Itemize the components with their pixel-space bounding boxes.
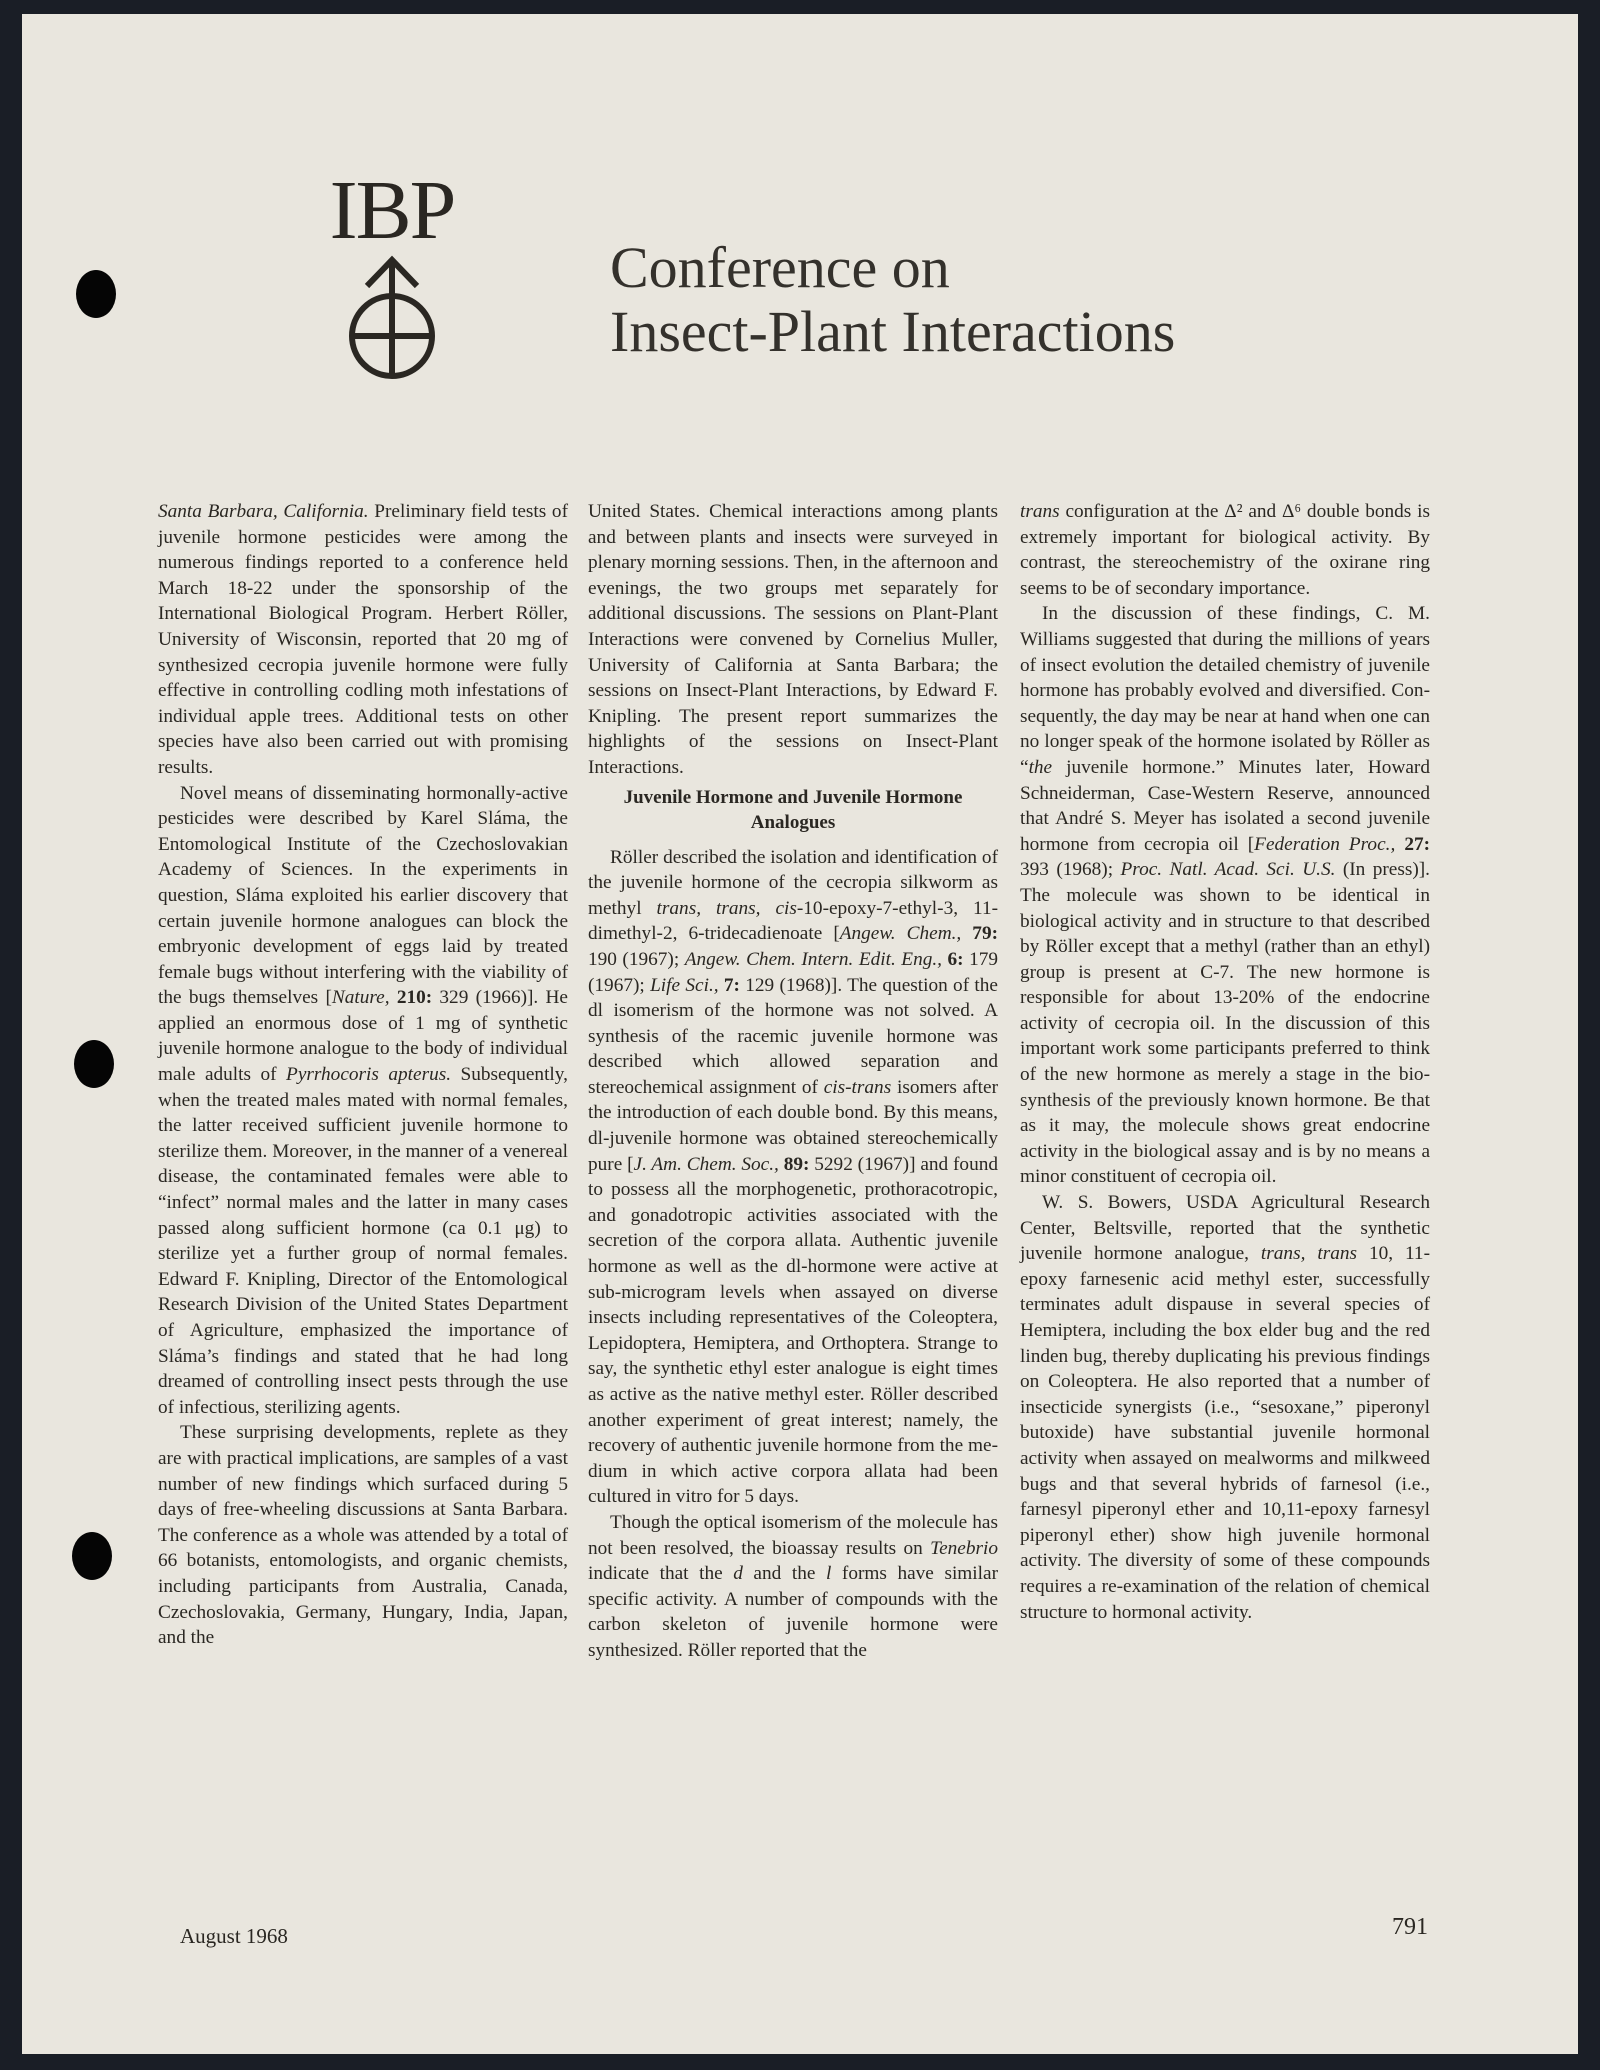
journal-page [22, 14, 1578, 2054]
text-run: Novel means of disseminating hormonally-active pesticides were described by Karel Sláma, the Entomological Institute of the Czechoslovakian Academy of Sciences. In the experiments in question, Sláma exploited his earlier discovery that certain juvenile hormone analogues can block the embryonic development of eggs laid by treated female bugs without interfering with the viability of the bugs themselves [ [158, 782, 568, 1009]
text-run: 5292 (1967)] and found to possess all the morphogenetic, prothoracotropic, and gonadotropic activities associated with the secretion of the corpora allata. Authentic juvenile hormone as well as the dl-hormone were active at sub-microgram levels when assayed on diverse insects including representatives of the Coleoptera, Lepidoptera, Hemiptera, and Orthoptera. Strange to say, the synthetic ethyl ester analogue is eight times as active as the native methyl ester. Röller described another experiment of great interest; namely, the recovery of authentic juvenile hormone from the medium in which active corpora allata had been cultured in vitro for 5 days. [588, 1153, 998, 1508]
text-run: 393 (1968); [1020, 859, 1121, 881]
text-run: Life Sci., [650, 974, 719, 996]
text-run: Santa Barbara, California. [158, 501, 369, 522]
article-title [610, 236, 1330, 364]
text-run [1395, 834, 1404, 855]
text-run: 329 (1966)]. He applied an enormous dose of 1 mg of synthetic juvenile hormone analogue to the body of individual male adults of [158, 987, 568, 1086]
paragraph [588, 499, 998, 781]
text-run: trans, trans, cis [656, 897, 797, 919]
text-run: W. S. Bowers, USDA Agricultural Research Center, Beltsville, reported that the synthetic juvenile hormone analogue, [1020, 1192, 1430, 1265]
paragraph [158, 1420, 568, 1650]
text-run: -10-epoxy-7-ethyl-3, 11-dimethyl-2, 6-tridecadienoate [ [588, 897, 999, 945]
column-1 [158, 499, 568, 1651]
ibp-logo-text: IBP [329, 164, 455, 257]
text-run: forms have similar specific activity. A number of compounds with the carbon skeleton of juvenile hormone were synthesized. Röller reported that the [588, 1563, 998, 1661]
paragraph [158, 781, 568, 1421]
section-heading: Juvenile Hormone and Juvenile Hormone Analogues [623, 786, 963, 833]
text-run: 79: [972, 923, 998, 945]
text-run: 10, 11-epoxy farnesenic acid methyl ester, successfully terminates adult dispause in several species of Hemiptera, including the box elder bug and the red linden bug, thereby duplicating his previous findings on Coleoptera. He also reported that a number of insecticide synergists (i.e., “sesoxane,” piperonyl butoxide) have substantial juvenile hormonal activity when assayed on mealworms and milkweed bugs and that several hybrids of farnesol (i.e., farnesyl piperonyl ether and 10,11-epoxy farnesyl piperonyl ether) show high juvenile hormonal activity. The diversity of some of these compounds requires a re-examination of the relation of chemical structure to hormonal activity. [1020, 1243, 1430, 1623]
text-run: 7: [723, 974, 740, 996]
text-run: J. Am. Chem. Soc., [633, 1153, 779, 1175]
binder-hole-middle [74, 1040, 114, 1088]
text-run: and the [742, 1563, 826, 1585]
text-run: Proc. Natl. Acad. Sci. U.S. [1120, 859, 1336, 881]
text-run: 210: [396, 987, 433, 1009]
text-run [961, 923, 972, 944]
text-run: cis-trans [823, 1076, 892, 1098]
text-run: juvenile hormone.” Minutes later, Howard Schneiderman, Case-Western Reserve, announced that André S. Meyer has isolated a second juvenile hormone from cecropia oil [ [1020, 756, 1430, 855]
text-run: Angew. Chem. Intern. Edit. Eng., [684, 948, 942, 970]
paragraph [1020, 499, 1430, 601]
page-number: 791 [1392, 1914, 1428, 1940]
text-run: 179 (1967); [588, 948, 999, 996]
text-run: Subsequently, when the treated males mated with normal females, the latter received sufficient juvenile hormone to sterilize them. Moreover, in the manner of a venereal disease, the contaminated females were able to “infect” normal males and the latter in many cases passed along sufficient hormone (ca 0.1 μg) to sterilize yet a further group of normal females. Edward F. Knipling, Director of the Entomological Research Division of the United States Department of Agriculture, emphasized the importance of Sláma’s findings and stated that he had long dreamed of controlling insect pests through the use of infectious, sterilizing agents. [158, 1064, 568, 1418]
text-run: 27: [1404, 833, 1431, 855]
paragraph [1020, 1190, 1430, 1625]
paragraph [1020, 601, 1430, 1190]
text-run: Röller described the isolation and identification of the juvenile hormone of the cecropia silkworm as methyl [588, 846, 998, 919]
text-run: Though the optical isomerism of the molecule has not been resolved, the bioassay results on [588, 1511, 998, 1559]
text-run: United States. Chemical interactions among plants and between plants and insects were surveyed in plenary morning sessions. Then, in the afternoon and evenings, the two groups met separately for additional discussions. The sessions on Plant-Plant Interactions were convened by Cornelius Muller, University of California at Santa Barbara; the sessions on Insect-Plant Interactions, by Edward F. Knipling. The present report summarizes the highlights of the sessions on Insect-Plant Interactions. [588, 501, 998, 778]
binder-hole-bottom [72, 1532, 112, 1580]
text-run: Angew. Chem., [839, 923, 962, 945]
binder-hole-top [76, 270, 116, 318]
text-run: indicate that the [588, 1563, 734, 1585]
title-line-2: Insect-Plant Interactions [610, 299, 1176, 364]
text-run: Federation Proc., [1254, 833, 1396, 855]
text-run: 89: [783, 1153, 810, 1175]
text-run: Tenebrio [930, 1537, 998, 1559]
column-3 [1020, 499, 1430, 1625]
column-2 [588, 499, 998, 1664]
issue-date: August 1968 [180, 1924, 288, 1948]
text-run: (In press)]. The molecule was shown to be identical in biological activity and in structure to that described by Röller except that a methyl (rather than an ethyl) group is present at C-7. The new hormone is responsible for about 13-20% of the endocrine activity of cecropia oil. In the discussion of this important work some participants preferred to think of the new hormone as merely a stage in the biosynthesis of the previously known hormone. Be that as it may, the molecule shows great endocrine activity in the biological assay and is by no means a minor constituent of cecropia oil. [1020, 859, 1431, 1188]
text-run: trans [1020, 501, 1060, 522]
text-run: These surprising developments, replete as they are with practical implications, are samples of a vast number of new findings which surfaced during 5 days of free-wheeling discussions at Santa Barbara. The conference as a whole was attended by a total of 66 botanists, entomologists, and organic chemists, including participants from Australia, Canada, Czechoslovakia, Germany, Hungary, India, Japan, and the [158, 1422, 568, 1649]
text-run: In the discussion of these findings, C. M. Williams suggested that during the millions of years of insect evolution the detailed chemistry of juvenile hormone has probably evolved and diversified. Consequently, the day may be near at hand when one can no longer speak of the hormone isolated by Röller as “ [1020, 603, 1430, 778]
text-run: d [733, 1563, 743, 1585]
text-run: 129 (1968)]. The question of the dl isomerism of the hormone was not solved. A synthesis of the racemic juvenile hormone was described which allowed separation and stereochemical assignment of [588, 974, 998, 1098]
paragraph [588, 1510, 998, 1664]
ibp-arrow-circle-icon [327, 250, 457, 386]
text-run: 190 (1967); [588, 948, 685, 970]
text-run: 6: [947, 948, 964, 970]
text-run: Nature, [331, 987, 390, 1009]
text-run: Preliminary field tests of juvenile hormone pesticides were among the numerous findings reported to a conference held March 18-22 under the sponsorship of the International Biological Program. Herbert Röller, University of Wisconsin, reported that 20 mg of synthesized cecropia juvenile hormone were fully effective in controlling codling moth infestations of individual apple trees. Additional tests on other species have also been carried out with promising results. [158, 501, 568, 778]
paragraph [158, 499, 568, 781]
paragraph [588, 845, 998, 1510]
text-run: l [825, 1563, 832, 1585]
text-run: Pyrrhocoris apterus. [286, 1064, 452, 1086]
text-run: configuration at the Δ² and Δ⁶ double bonds is extremely important for biological activity. By contrast, the stereochemistry of the oxirane ring seems to be of secondary importance. [1020, 501, 1430, 599]
text-run [390, 987, 397, 1008]
title-line-1: Conference on [610, 235, 950, 300]
text-run: isomers after the introduction of each double bond. By this means, dl-juvenile hormone was obtained stereochemically pure [ [588, 1076, 999, 1175]
text-run: trans, trans [1260, 1243, 1357, 1265]
text-run: the [1028, 756, 1053, 778]
